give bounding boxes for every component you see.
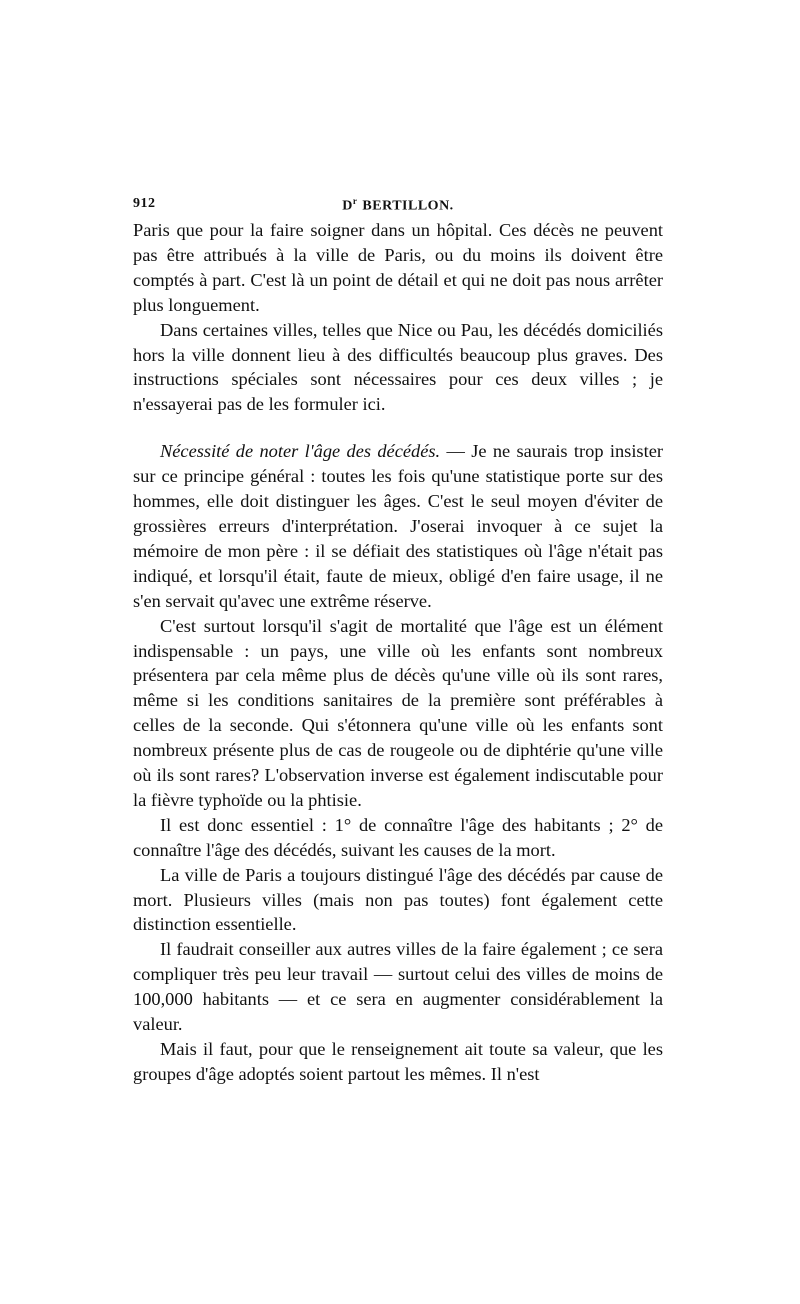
- paragraph-7: Il faudrait conseiller aux autres villes de la faire également ; ce sera compliquer très peu leur travail — surtout celui des villes de moins de 100,000 habitants — et ce sera en augmenter considérablement la valeur.: [133, 939, 663, 1035]
- paragraph-5: Il est donc essentiel : 1° de connaître l'âge des habitants ; 2° de connaître l'âge des décédés, suivant les causes de la mort.: [133, 814, 663, 860]
- running-head: [133, 192, 663, 218]
- book-page: [133, 192, 663, 1087]
- paragraph-4: C'est surtout lorsqu'il s'agit de mortalité que l'âge est un élément indispensable : un pays, une ville où les enfants sont nombreux présentera par cela même plus de décès qu'une ville où ils sont rares, même si les conditions sanitaires de la première sont préférables à celles de la seconde. Qui s'étonnera qu'une ville où les enfants sont nombreux présente plus de cas de rougeole ou de diphtérie qu'une ville où ils sont rares? L'observation inverse est également indiscutable pour la fièvre typhoïde ou la phtisie.: [133, 615, 663, 810]
- paragraph-1: Paris que pour la faire soigner dans un hôpital. Ces décès ne peuvent pas être attribués à la ville de Paris, ou du moins ils doivent être comptés à part. C'est là un point de détail et qui ne doit pas nous arrêter plus longuement.: [133, 220, 663, 315]
- section-heading: Nécessité de noter l'âge des décédés.: [160, 441, 441, 462]
- running-title: [133, 196, 663, 215]
- paragraph-6: La ville de Paris a toujours distingué l'âge des décédés par cause de mort. Plusieurs villes (mais non pas toutes) font également cette distinction essentielle.: [133, 864, 663, 935]
- paragraph-2: Dans certaines villes, telles que Nice ou Pau, les décédés domiciliés hors la ville donnent lieu à des difficultés beaucoup plus graves. Des instructions spéciales sont nécessaires pour ces deux villes ; je n'essayerai pas de les formuler ici.: [133, 319, 663, 415]
- section-gap: [133, 417, 663, 439]
- author-superscript: r: [352, 196, 358, 206]
- author-prefix: D: [342, 198, 353, 214]
- paragraph-3: [133, 439, 663, 613]
- paragraph-3-text: — Je ne saurais trop insister sur ce principe général : toutes les fois qu'une statistique porte sur des hommes, elle doit distinguer les âges. C'est le seul moyen d'éviter de grossières erreurs d'interprétation. J'oserai invoquer à ce sujet la mémoire de mon père : il se défiait des statistiques où l'âge n'était pas indiqué, et lorsqu'il était, faute de mieux, obligé d'en faire usage, il ne s'en servait qu'avec une extrême réserve.: [133, 441, 663, 611]
- paragraph-8: Mais il faut, pour que le renseignement ait toute sa valeur, que les groupes d'âge adoptés soient partout les mêmes. Il n'est: [133, 1039, 663, 1084]
- page-number: 912: [133, 196, 156, 211]
- author-name: BERTILLON.: [362, 198, 454, 214]
